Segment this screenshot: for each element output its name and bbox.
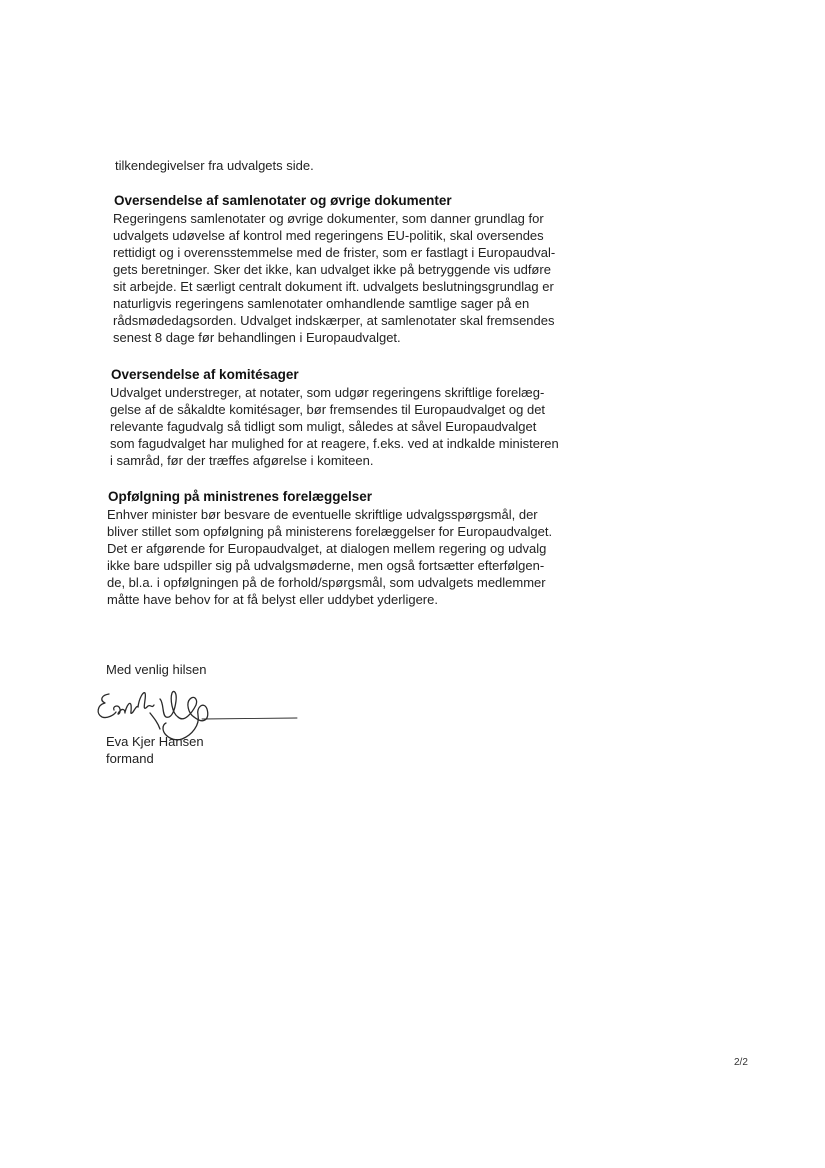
- paragraph-line: Enhver minister bør besvare de eventuelle skriftlige udvalgsspørgsmål, der: [107, 507, 538, 522]
- signer-title: formand: [106, 751, 154, 766]
- paragraph-line: relevante fagudvalg så tidligt som muligt, således at såvel Europaudvalget: [110, 419, 537, 434]
- paragraph-line: gets beretninger. Sker det ikke, kan udvalget ikke på betryggende vis udføre: [113, 262, 551, 277]
- paragraph-line: Regeringens samlenotater og øvrige dokumenter, som danner grundlag for: [113, 211, 544, 226]
- paragraph-line: rådsmødedagsorden. Udvalget indskærper, at samlenotater skal fremsendes: [113, 313, 555, 328]
- section-heading-committee-cases: Oversendelse af komitésager: [111, 367, 299, 382]
- paragraph-line: ikke bare udspiller sig på udvalgsmøderne, men også fortsætter efterfølgen-: [107, 558, 545, 573]
- paragraph-line: udvalgets udøvelse af kontrol med regeringens EU-politik, skal oversendes: [113, 228, 544, 243]
- section-heading-documents: Oversendelse af samlenotater og øvrige dokumenter: [114, 193, 452, 208]
- paragraph-line: sit arbejde. Et særligt centralt dokument ift. udvalgets beslutningsgrundlag er: [113, 279, 554, 294]
- paragraph-line: måtte have behov for at få belyst eller uddybet yderligere.: [107, 592, 438, 607]
- closing-greeting: Med venlig hilsen: [106, 662, 207, 677]
- signer-name: Eva Kjer Hansen: [106, 734, 204, 749]
- paragraph-line: gelse af de såkaldte komitésager, bør fremsendes til Europaudvalget og det: [110, 402, 546, 417]
- paragraph-line: senest 8 dage før behandlingen i Europaudvalget.: [113, 330, 401, 345]
- paragraph-line: som fagudvalget har mulighed for at reagere, f.eks. ved at indkalde ministeren: [110, 436, 559, 451]
- opening-line: tilkendegivelser fra udvalgets side.: [115, 158, 314, 173]
- paragraph-line: bliver stillet som opfølgning på ministerens forelæggelser for Europaudvalget.: [107, 524, 553, 539]
- paragraph-line: naturligvis regeringens samlenotater omhandlende samtlige sager på en: [113, 296, 530, 311]
- paragraph-line: rettidigt og i overensstemmelse med de frister, som er fastlagt i Europaudval-: [113, 245, 556, 260]
- page-number: 2/2: [734, 1057, 748, 1068]
- paragraph-line: Det er afgørende for Europaudvalget, at dialogen mellem regering og udvalg: [107, 541, 547, 556]
- section-heading-follow-up: Opfølgning på ministrenes forelæggelser: [108, 489, 373, 504]
- paragraph-line: i samråd, før der træffes afgørelse i komiteen.: [110, 453, 374, 468]
- paragraph-line: Udvalget understreger, at notater, som udgør regeringens skriftlige forelæg-: [110, 385, 545, 400]
- paragraph-line: de, bl.a. i opfølgningen på de forhold/spørgsmål, som udvalgets medlemmer: [107, 575, 546, 590]
